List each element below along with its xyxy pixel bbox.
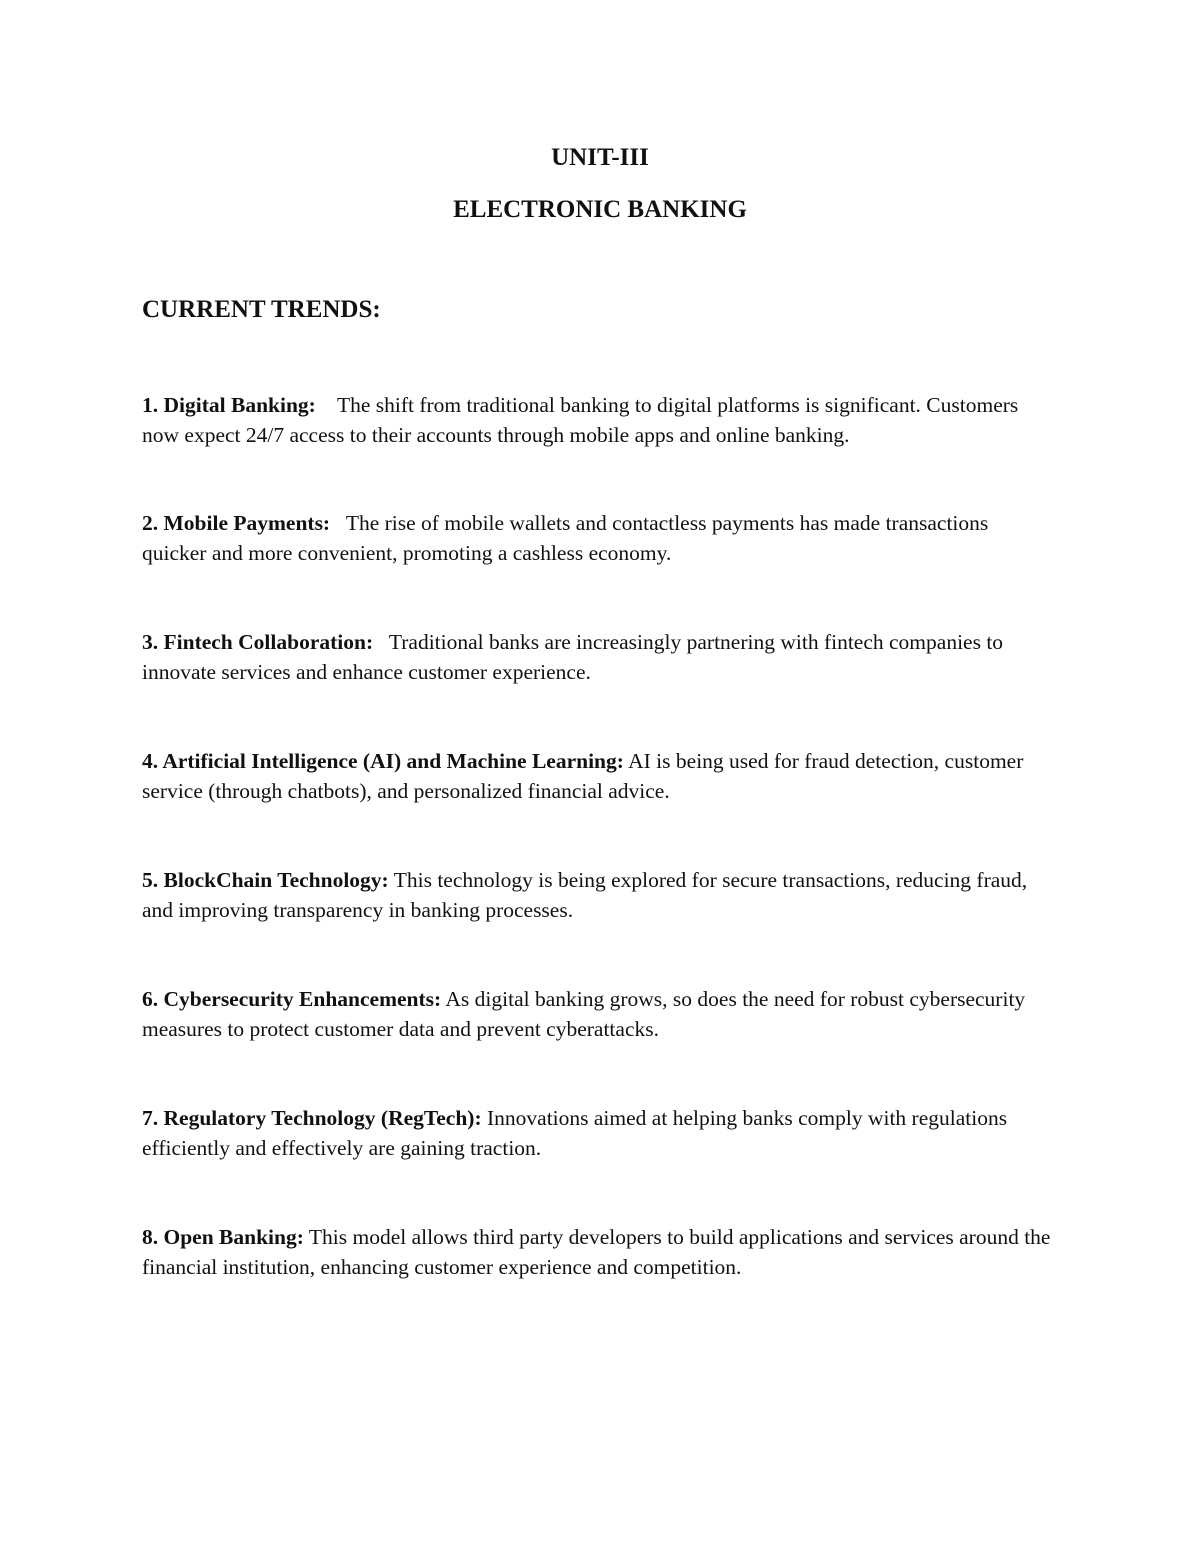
trend-label: 7. Regulatory Technology (RegTech): xyxy=(142,1106,482,1130)
trend-label: 3. Fintech Collaboration: xyxy=(142,630,374,654)
trend-item xyxy=(142,1103,1057,1163)
trend-label: 8. Open Banking: xyxy=(142,1225,304,1249)
trend-item xyxy=(142,1222,1057,1282)
document-title: ELECTRONIC BANKING xyxy=(453,196,747,223)
trend-text: Innovations aimed at helping banks comply with regulations efficiently and effectively are gaining traction. xyxy=(142,1106,1008,1160)
trend-label: 2. Mobile Payments: xyxy=(142,511,331,535)
trend-label: 5. BlockChain Technology: xyxy=(142,868,389,892)
trend-label: 1. Digital Banking: xyxy=(142,393,316,417)
trend-label: 4. Artificial Intelligence (AI) and Machine Learning: xyxy=(142,749,624,773)
unit-title: UNIT-III xyxy=(551,144,649,171)
trend-text: As digital banking grows, so does the need for robust cybersecurity measures to protect customer data and prevent cyberattacks. xyxy=(142,987,1026,1041)
trend-item xyxy=(142,390,1057,450)
trend-text: This model allows third party developers to build applications and services around the financial institution, enhancing customer experience and competition. xyxy=(142,1225,1051,1279)
trend-item xyxy=(142,984,1057,1044)
trend-text: This technology is being explored for secure transactions, reducing fraud, and improving transparency in banking processes. xyxy=(142,868,1028,922)
trend-item xyxy=(142,627,1057,687)
trend-item xyxy=(142,746,1057,806)
trend-text: The rise of mobile wallets and contactless payments has made transactions quicker and more convenient, promoting a cashless economy. xyxy=(142,511,989,565)
section-heading: CURRENT TRENDS: xyxy=(142,296,381,323)
trend-text: The shift from traditional banking to digital platforms is significant. Customers now expect 24/7 access to their accounts through mobile apps and online banking. xyxy=(142,393,1019,447)
trend-text: Traditional banks are increasingly partnering with fintech companies to innovate services and enhance customer experience. xyxy=(142,630,1004,684)
trend-text: AI is being used for fraud detection, customer service (through chatbots), and personalized financial advice. xyxy=(142,749,1024,803)
trend-item xyxy=(142,865,1057,925)
trend-label: 6. Cybersecurity Enhancements: xyxy=(142,987,442,1011)
trend-item xyxy=(142,508,1057,568)
